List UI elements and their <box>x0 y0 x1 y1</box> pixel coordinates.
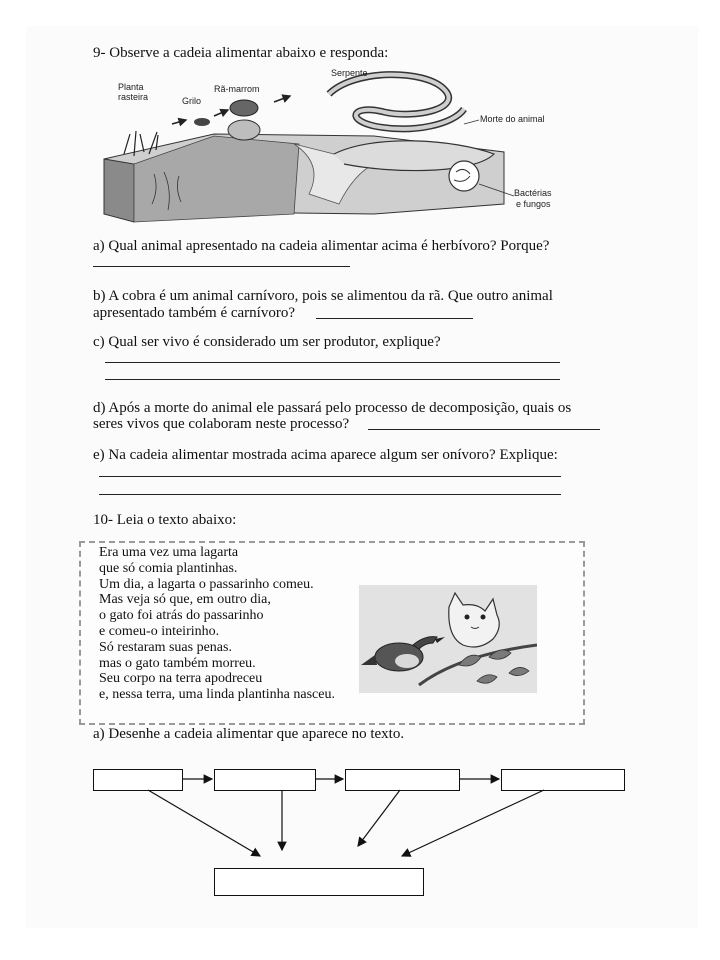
question-9e: e) Na cadeia alimentar mostrada acima aparece algum ser onívoro? Explique: <box>93 447 558 463</box>
question-9d-line1: d) Após a morte do animal ele passará pelo processo de decomposição, quais os <box>93 400 572 416</box>
question-9b-line2: apresentado também é carnívoro? <box>93 305 295 321</box>
label-cricket: Grilo <box>182 96 202 106</box>
label-plant: Planta <box>118 82 144 92</box>
question-10a: a) Desenhe a cadeia alimentar que aparece no texto. <box>93 726 405 742</box>
poem-line: Era uma vez uma lagarta <box>99 545 239 560</box>
poem-line: que só comia plantinhas. <box>99 560 238 576</box>
question-9a: a) Qual animal apresentado na cadeia alimentar acima é herbívoro? Porque? <box>93 238 550 254</box>
poem-line: mas o gato também morreu. <box>99 655 256 671</box>
question-9b-line1: b) A cobra é um animal carnívoro, pois se alimentou da rã. Que outro animal <box>93 288 553 304</box>
label-frog: Rã-marrom <box>214 84 260 94</box>
poem-line: Só restaram suas penas. <box>99 639 232 655</box>
label-fungi: e fungos <box>516 199 551 209</box>
question-9-title: 9- Observe a cadeia alimentar abaixo e responda: <box>93 45 389 61</box>
poem-line: e, nessa terra, uma linda plantinha nasceu. <box>99 687 335 703</box>
label-bacteria: Bactérias <box>514 188 552 198</box>
label-plant-line2: rasteira <box>118 92 149 102</box>
poem-line: e comeu-o inteirinho. <box>99 623 220 639</box>
poem-line: Seu corpo na terra apodreceu <box>99 671 263 687</box>
question-10-title: 10- Leia o texto abaixo: <box>93 512 237 528</box>
poem-line: Um dia, a lagarta o passarinho comeu. <box>99 576 314 592</box>
label-animal-death: Morte do animal <box>480 114 545 124</box>
label-snake: Serpente <box>331 68 368 78</box>
question-9c: c) Qual ser vivo é considerado um ser produtor, explique? <box>93 334 441 350</box>
poem-line: Mas veja só que, em outro dia, <box>99 592 271 608</box>
poem-line: o gato foi atrás do passarinho <box>99 608 264 624</box>
question-9d-line2: seres vivos que colaboram neste processo? <box>93 416 350 432</box>
